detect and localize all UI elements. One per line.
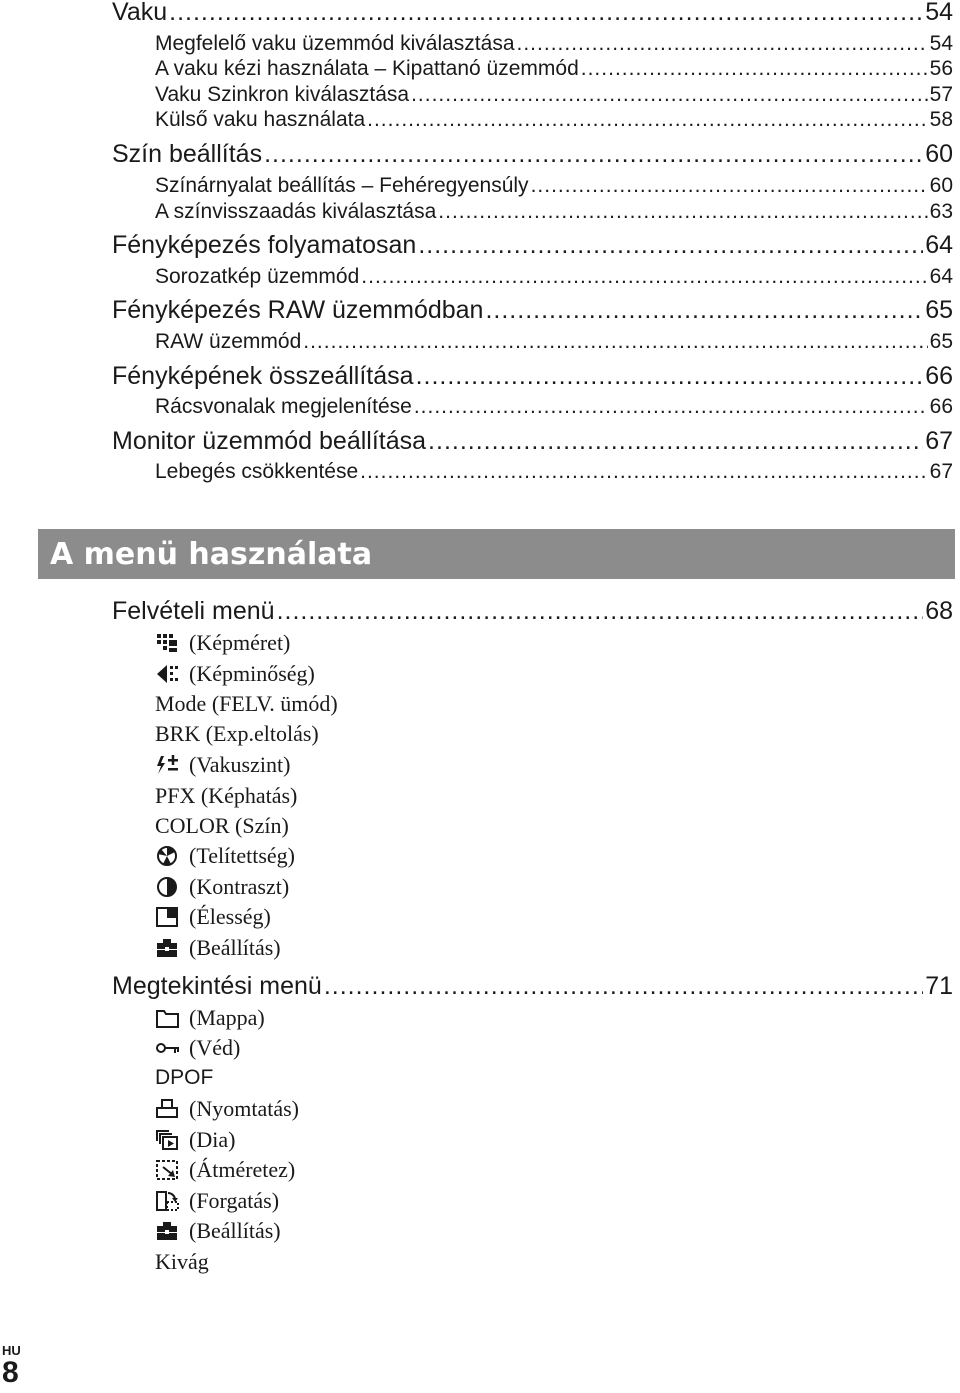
leader-dots xyxy=(277,597,924,626)
toc-entry-title: Megtekintési menü xyxy=(112,972,322,1000)
toc-entry-title: Sorozatkép üzemmód xyxy=(155,265,360,288)
saturation-icon xyxy=(155,845,181,867)
toc-entry-page: 54 xyxy=(929,32,953,55)
menu-item xyxy=(155,1096,299,1122)
toc-entry-page: 65 xyxy=(929,330,953,353)
leader-dots xyxy=(264,140,923,169)
slideshow-icon xyxy=(155,1129,181,1151)
menu-item xyxy=(155,1005,265,1031)
toc-entry[interactable] xyxy=(155,32,953,56)
leader-dots xyxy=(324,972,923,1001)
menu-item-label: DPOF xyxy=(155,1066,214,1089)
menu-item-label: (Beállítás) xyxy=(189,1218,281,1243)
toc-entry-title: Fényképének összeállítása xyxy=(112,362,414,390)
leader-dots xyxy=(169,0,923,27)
setup-toolbox-icon xyxy=(155,1220,181,1242)
menu-item-label: (Képméret) xyxy=(189,630,291,655)
resize-icon xyxy=(155,1159,181,1181)
menu-item-label: BRK (Exp.eltolás) xyxy=(155,721,319,746)
toc-entry-title: Szín beállítás xyxy=(112,140,263,168)
menu-item xyxy=(155,1188,279,1214)
menu-item xyxy=(155,630,290,656)
menu-item xyxy=(155,904,271,930)
protect-key-icon xyxy=(155,1037,181,1059)
menu-item xyxy=(155,1127,235,1153)
toc-entry-page: 64 xyxy=(929,265,953,288)
menu-item-label: (Forgatás) xyxy=(189,1188,280,1213)
leader-dots xyxy=(418,231,923,260)
menu-item-label: (Nyomtatás) xyxy=(189,1096,299,1121)
toc-entry-page: 56 xyxy=(929,57,953,80)
menu-item xyxy=(155,1035,240,1061)
image-quality-icon xyxy=(155,663,181,685)
toc-entry-page: 64 xyxy=(925,231,953,259)
toc-entry-title: Vaku xyxy=(112,0,168,26)
language-tag: HU xyxy=(2,1343,21,1358)
toc-entry-page: 67 xyxy=(929,460,953,483)
toc-entry-page: 54 xyxy=(925,0,953,26)
toc-entry-title: Monitor üzemmód beállítása xyxy=(112,427,427,455)
image-size-icon xyxy=(155,632,181,654)
toc-entry[interactable] xyxy=(155,330,953,354)
toc-entry-recording-menu[interactable] xyxy=(112,597,953,626)
leader-dots xyxy=(581,57,928,81)
toc-entry[interactable] xyxy=(112,231,953,260)
toc-entry-title: Vaku Szinkron kiválasztása xyxy=(155,83,410,106)
toc-entry[interactable] xyxy=(112,0,953,27)
sharpness-icon xyxy=(155,906,181,928)
leader-dots xyxy=(361,265,927,289)
toc-entry-page: 60 xyxy=(925,140,953,168)
toc-entry[interactable] xyxy=(112,140,953,169)
toc-entry-title: Lebegés csökkentése xyxy=(155,460,359,483)
leader-dots xyxy=(360,460,928,484)
toc-entry[interactable] xyxy=(155,460,953,484)
menu-item-label: (Átméretez) xyxy=(189,1157,296,1182)
menu-item xyxy=(155,752,290,778)
toc-entry[interactable] xyxy=(155,57,953,81)
menu-item xyxy=(155,1066,213,1090)
menu-item-label: (Véd) xyxy=(189,1035,241,1060)
toc-entry[interactable] xyxy=(155,83,953,107)
toc-entry[interactable] xyxy=(112,427,953,456)
setup-toolbox-icon xyxy=(155,937,181,959)
toc-entry-title: Külső vaku használata xyxy=(155,108,366,131)
toc-entry-viewing-menu[interactable] xyxy=(112,972,953,1001)
leader-dots xyxy=(411,83,928,107)
menu-item-label: (Képminőség) xyxy=(189,661,315,686)
leader-dots xyxy=(367,108,928,132)
rotate-icon xyxy=(155,1190,181,1212)
print-icon xyxy=(155,1098,181,1120)
toc-entry[interactable] xyxy=(155,174,953,198)
toc-entry-title: A színvisszaadás kiválasztása xyxy=(155,200,437,223)
contrast-icon xyxy=(155,876,181,898)
menu-item-label: PFX (Képhatás) xyxy=(155,783,298,808)
toc-entry-page: 60 xyxy=(929,174,953,197)
leader-dots xyxy=(517,32,928,56)
page-number: 8 xyxy=(2,1356,19,1389)
toc-entry[interactable] xyxy=(155,108,953,132)
toc-entry[interactable] xyxy=(112,296,953,325)
menu-item xyxy=(155,1218,281,1244)
toc-entry-title: A vaku kézi használata – Kipattanó üzemmód xyxy=(155,57,579,80)
menu-item xyxy=(155,1249,209,1275)
leader-dots xyxy=(531,174,928,198)
toc-entry-page: 65 xyxy=(925,296,953,324)
menu-item-label: Kivág xyxy=(155,1249,209,1274)
toc-entry[interactable] xyxy=(155,395,953,419)
toc-entry-page: 66 xyxy=(929,395,953,418)
leader-dots xyxy=(414,395,928,419)
menu-item xyxy=(155,783,297,809)
menu-item-label: (Mappa) xyxy=(189,1005,265,1030)
toc-entry[interactable] xyxy=(155,200,953,224)
leader-dots xyxy=(428,427,923,456)
menu-item-label: Mode (FELV. ümód) xyxy=(155,691,338,716)
leader-dots xyxy=(416,362,924,391)
toc-entry-page: 71 xyxy=(925,972,953,1000)
menu-item-label: (Telítettség) xyxy=(189,843,295,868)
toc-entry-title: Fényképezés RAW üzemmódban xyxy=(112,296,484,324)
toc-entry-title: Színárnyalat beállítás – Fehéregyensúly xyxy=(155,174,529,197)
toc-entry-page: 66 xyxy=(925,362,953,390)
flash-level-icon xyxy=(155,754,181,776)
toc-entry[interactable] xyxy=(112,362,953,391)
toc-entry-page: 63 xyxy=(929,200,953,223)
toc-entry-page: 67 xyxy=(925,427,953,455)
menu-item-label: (Élesség) xyxy=(189,904,271,929)
menu-item-label: (Vakuszint) xyxy=(189,752,291,777)
toc-entry-page: 57 xyxy=(929,83,953,106)
menu-item xyxy=(155,661,315,687)
toc-entry-title: Fényképezés folyamatosan xyxy=(112,231,417,259)
menu-item xyxy=(155,874,289,900)
toc-entry[interactable] xyxy=(155,265,953,289)
toc-entry-page: 68 xyxy=(925,597,953,625)
menu-item xyxy=(155,721,319,747)
menu-item xyxy=(155,843,295,869)
leader-dots xyxy=(438,200,927,224)
leader-dots xyxy=(303,330,927,354)
section-banner: A menü használata xyxy=(38,529,955,579)
toc-entry-page: 58 xyxy=(929,108,953,131)
toc-entry-title: Felvételi menü xyxy=(112,597,275,625)
menu-item-label: (Kontraszt) xyxy=(189,874,290,899)
folder-icon xyxy=(155,1007,181,1029)
toc-entry-title: Rácsvonalak megjelenítése xyxy=(155,395,412,418)
menu-item-label: (Dia) xyxy=(189,1127,236,1152)
menu-item xyxy=(155,691,338,717)
toc-entry-title: Megfelelő vaku üzemmód kiválasztása xyxy=(155,32,515,55)
menu-item-label: COLOR (Szín) xyxy=(155,813,289,838)
menu-item-label: (Beállítás) xyxy=(189,935,281,960)
toc-entry-title: RAW üzemmód xyxy=(155,330,302,353)
menu-item xyxy=(155,935,281,961)
menu-item xyxy=(155,813,289,839)
leader-dots xyxy=(485,296,923,325)
menu-item xyxy=(155,1157,295,1183)
